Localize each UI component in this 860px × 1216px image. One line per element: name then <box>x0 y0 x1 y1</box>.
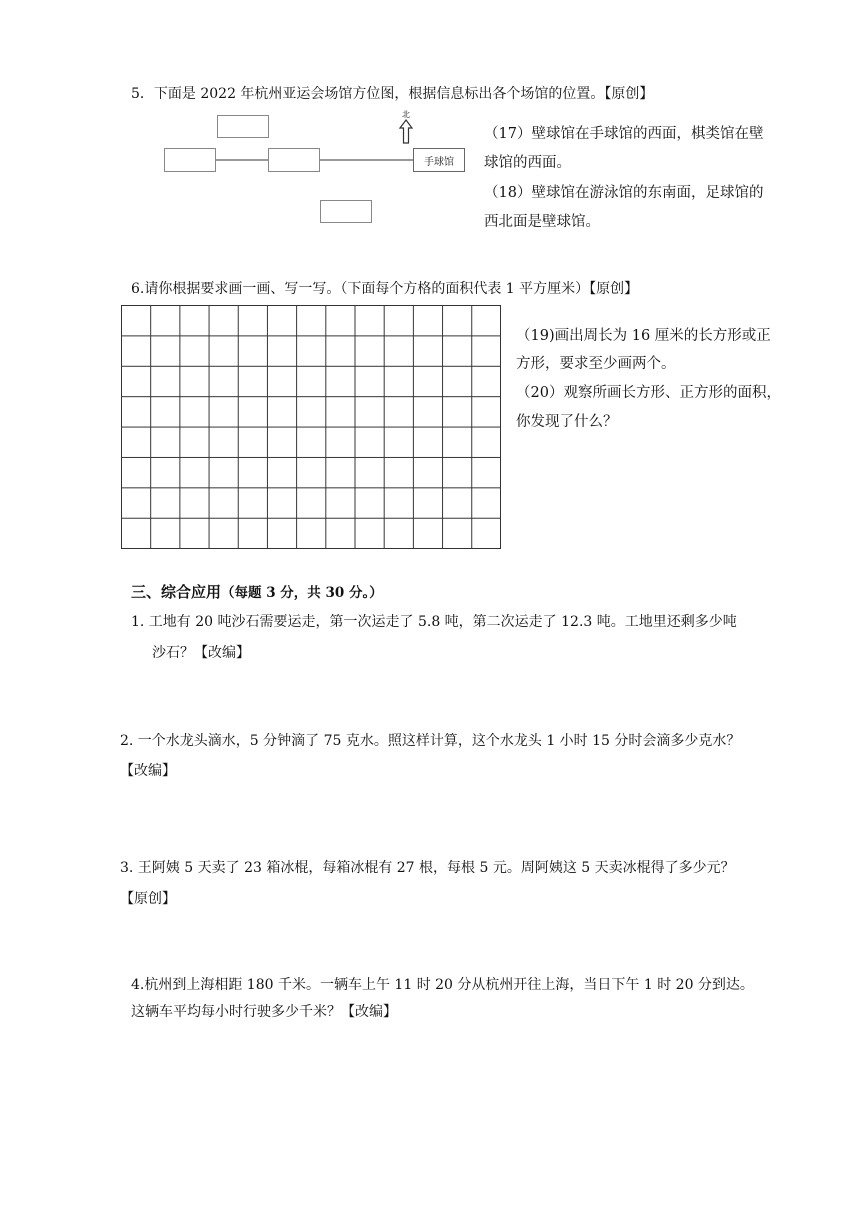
problem-4-line-1: 4.杭州到上海相距 180 千米。一辆车上午 11 时 20 分从杭州开往上海，当日下午 1 时 20 分到达。 <box>131 977 754 993</box>
venue-box-bottom[interactable] <box>320 200 372 223</box>
map-connector-left <box>215 159 269 161</box>
venue-box-top[interactable] <box>217 115 269 138</box>
clue-18-line-2: 西北面是壁球馆。 <box>484 214 600 230</box>
north-label: 北 <box>402 110 410 119</box>
task-19-line-2: 方形，要求至少画两个。 <box>516 356 676 372</box>
square-grid[interactable] <box>121 305 501 549</box>
q6-title: 6.请你根据要求画一画、写一写。（下面每个方格的面积代表 1 平方厘米）【原创】 <box>131 281 639 297</box>
section-3-note: （每题 3 分，共 30 分。） <box>221 585 383 601</box>
section-3-heading: 三、综合应用 <box>131 583 222 601</box>
clue-17-line-1: （17）壁球馆在手球馆的西面，棋类馆在壁 <box>484 126 764 142</box>
handball-venue-box <box>413 148 465 172</box>
map-connector-right <box>320 159 414 161</box>
venue-box-middle[interactable] <box>268 148 320 172</box>
problem-2-line-2: 【改编】 <box>120 763 176 779</box>
north-arrow-icon <box>398 119 414 145</box>
task-20-line-1: （20）观察所画长方形、正方形的面积， <box>516 385 781 401</box>
problem-4-line-2: 这辆车平均每小时行驶多少千米？【改编】 <box>131 1004 397 1020</box>
clue-18-line-1: （18）壁球馆在游泳馆的东南面，足球馆的 <box>484 185 764 201</box>
problem-1-line-2: 沙石？【改编】 <box>152 645 250 661</box>
problem-3-line-1: 3. 王阿姨 5 天卖了 23 箱冰棍，每箱冰棍有 27 根，每根 5 元。周阿姨这 5 天卖冰棍得了多少元？ <box>120 860 735 876</box>
problem-3-line-2: 【原创】 <box>120 891 176 907</box>
venue-box-left[interactable] <box>164 148 216 172</box>
problem-2-line-1: 2. 一个水龙头滴水，5 分钟滴了 75 克水。照这样计算，这个水龙头 1 小时 15 分时会滴多少克水？ <box>120 733 741 749</box>
handball-venue-label: 手球馆 <box>424 156 454 168</box>
clue-17-line-2: 球馆的西面。 <box>484 155 571 171</box>
task-20-line-2: 你发现了什么？ <box>516 414 618 430</box>
task-19-line-1: （19)画出周长为 16 厘米的长方形或正 <box>516 328 771 344</box>
section-3-header <box>131 582 383 603</box>
q5-title: 5．下面是 2022 年杭州亚运会场馆方位图，根据信息标出各个场馆的位置。【原创】 <box>131 86 654 102</box>
problem-1-line-1: 1. 工地有 20 吨沙石需要运走，第一次运走了 5.8 吨，第二次运走了 12.3 吨。工地里还剩多少吨 <box>131 614 737 630</box>
